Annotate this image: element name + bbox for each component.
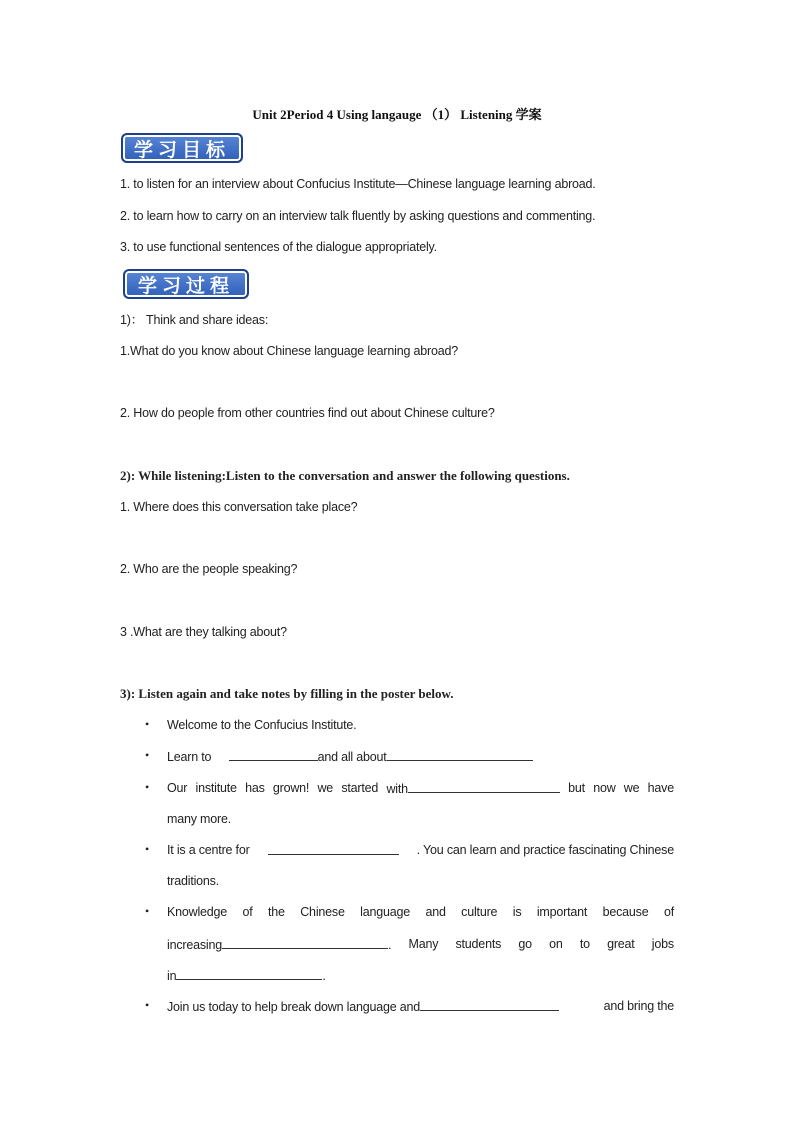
part2-heading: 2): While listening:Listen to the conversation and answer the following questions. [120, 468, 570, 483]
word: have [647, 781, 674, 795]
word: of [242, 905, 253, 919]
word: Chinese [300, 905, 345, 919]
bullet-icon: • [145, 998, 150, 1012]
word: increasing [167, 938, 222, 952]
poster-line-2-text-a: Learn to [167, 750, 212, 764]
answer-blank[interactable] [176, 967, 322, 980]
part2-question-2: 2. Who are the people speaking? [120, 562, 298, 576]
answer-blank[interactable] [229, 748, 318, 761]
goal-1: 1. to listen for an interview about Confucius Institute—Chinese language learning abroad. [120, 177, 596, 191]
word: important [536, 905, 588, 919]
poster-line-2 [167, 748, 674, 765]
word: with [386, 782, 408, 796]
word: Knowledge [167, 905, 228, 919]
poster-line-3 [167, 780, 674, 797]
word: because [602, 905, 649, 919]
word: we [317, 781, 334, 795]
answer-blank[interactable] [408, 780, 560, 793]
word: is [512, 905, 522, 919]
bullet-icon: • [145, 904, 150, 918]
word-with-blank [386, 780, 559, 797]
part1-question-1: 1.What do you know about Chinese language learning abroad? [120, 344, 458, 358]
part1-heading: 1)： Think and share ideas: [120, 313, 269, 327]
part1-question-2: 2. How do people from other countries find out about Chinese culture? [120, 406, 495, 420]
page-title: Unit 2Period 4 Using langauge （1） Listening 学案 [252, 107, 542, 122]
word: Many [408, 937, 439, 951]
word: we [623, 781, 640, 795]
part3-heading: 3): Listen again and take notes by filling in the poster below. [120, 686, 454, 701]
poster-line-6 [167, 998, 674, 1015]
poster-line-4-text-b: . You can learn and practice fascinating Chinese [416, 843, 674, 857]
word: in [167, 969, 177, 983]
word: but [568, 781, 585, 795]
word: now [593, 781, 616, 795]
word: Join us today to help break down language and [167, 1000, 420, 1014]
bullet-icon: • [145, 748, 150, 762]
goal-2: 2. to learn how to carry on an interview talk fluently by asking questions and commenting. [120, 209, 596, 223]
learning-goals-banner: 学习目标 [121, 133, 243, 163]
poster-line-6-text-b: and bring the [603, 999, 674, 1013]
word: culture [461, 905, 498, 919]
answer-blank[interactable] [387, 748, 533, 761]
word: of [663, 905, 674, 919]
word-with-blank [167, 998, 559, 1015]
word: on [549, 937, 563, 951]
poster-line-5 [167, 904, 674, 920]
learning-process-banner: 学习过程 [123, 269, 249, 299]
poster-line-5-cont2 [167, 967, 674, 984]
word: Our [167, 781, 188, 795]
word: institute [195, 781, 237, 795]
poster-line-1: Welcome to the Confucius Institute. [167, 718, 357, 732]
word: go [518, 937, 532, 951]
word: language [360, 905, 410, 919]
poster-line-2-text-b: and all about [317, 750, 387, 764]
poster-line-4-cont: traditions. [167, 874, 219, 888]
word: students [455, 937, 502, 951]
word: jobs [651, 937, 674, 951]
poster-line-4-text-a: It is a centre for [167, 843, 250, 857]
word: great [607, 937, 635, 951]
answer-blank[interactable] [420, 998, 559, 1011]
poster-line-3-cont: many more. [167, 812, 231, 826]
bullet-icon: • [145, 780, 150, 794]
answer-blank[interactable] [268, 842, 399, 855]
part2-question-3: 3 .What are they talking about? [120, 625, 287, 639]
bullet-icon: • [145, 842, 150, 856]
word-with-blank [167, 936, 391, 953]
poster-line-5-cont [167, 936, 674, 953]
word: to [579, 937, 590, 951]
word: started [341, 781, 379, 795]
word: and [425, 905, 446, 919]
word: . [387, 938, 392, 952]
bullet-icon: • [145, 717, 150, 731]
part2-question-1: 1. Where does this conversation take place? [120, 500, 358, 514]
goal-3: 3. to use functional sentences of the dialogue appropriately. [120, 240, 437, 254]
word: has [245, 781, 265, 795]
word: the [268, 905, 285, 919]
answer-blank[interactable] [222, 936, 388, 949]
poster-line-4 [167, 842, 674, 858]
word: . [322, 969, 326, 983]
word: grown! [272, 781, 310, 795]
